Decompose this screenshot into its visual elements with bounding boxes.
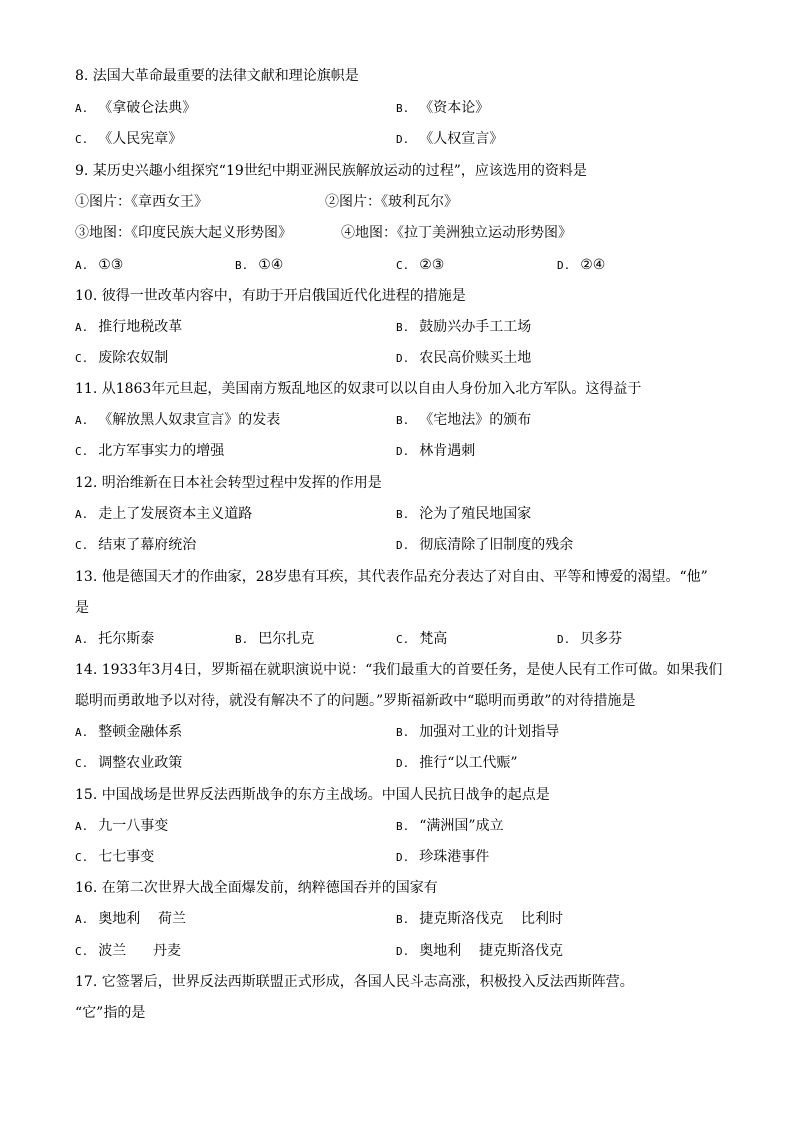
- option-letter: C.: [75, 945, 89, 958]
- option-text: “满洲国”成立: [419, 818, 504, 834]
- question-8-option-d: [396, 129, 503, 149]
- option-text: 奥地利 荷兰: [98, 911, 187, 927]
- option-letter: D.: [396, 445, 410, 458]
- question-9-stem: 9. 某历史兴趣小组探究“19世纪中期亚洲民族解放运动的过程”，应该选用的资料是: [75, 163, 587, 179]
- question-9-option-d: [557, 255, 605, 275]
- option-letter: C.: [75, 133, 89, 146]
- option-letter: C.: [75, 851, 89, 864]
- option-letter: C.: [75, 445, 89, 458]
- option-text: 九一八事变: [98, 818, 169, 834]
- question-14-stem: 14. 1933年3月4日，罗斯福在就职演说中说：“我们最重大的首要任务，是使人民有工作可做。如果我们: [75, 662, 723, 678]
- option-letter: B.: [235, 259, 249, 272]
- option-letter: B.: [396, 726, 410, 739]
- option-text: 结束了幕府统治: [98, 537, 197, 553]
- question-8-option-a: [75, 98, 196, 118]
- question-14-option-b: [396, 722, 559, 742]
- question-9-material-2: ②图片：《玻利瓦尔》: [325, 194, 458, 210]
- option-text: 巴尔扎克: [258, 631, 315, 647]
- question-8-option-b: [396, 98, 489, 118]
- question-16-option-a: [75, 909, 186, 929]
- option-letter: A.: [75, 102, 89, 115]
- question-12-stem: 12. 明治维新在日本社会转型过程中发挥的作用是: [75, 475, 382, 491]
- question-9-option-c: [396, 255, 444, 275]
- question-17-stem-continued: “它”指的是: [75, 1005, 146, 1021]
- option-text: 林肯遇刺: [419, 443, 476, 459]
- option-letter: D.: [557, 259, 571, 272]
- option-letter: A.: [75, 259, 89, 272]
- option-text: 推行“以工代赈”: [419, 755, 518, 771]
- question-12-option-a: [75, 504, 252, 524]
- option-text: 废除农奴制: [98, 350, 169, 366]
- option-text: 北方军事实力的增强: [98, 443, 225, 459]
- question-15-option-d: [396, 847, 489, 867]
- option-letter: B.: [396, 508, 410, 521]
- option-letter: C.: [75, 352, 89, 365]
- question-9-material-3: ③地图：《印度民族大起义形势图》: [75, 225, 292, 241]
- option-letter: A.: [75, 820, 89, 833]
- question-17-stem: 17. 它签署后，世界反法西斯联盟正式形成，各国人民斗志高涨，积极投入反法西斯阵营。: [75, 974, 634, 990]
- option-letter: A.: [75, 633, 89, 646]
- question-13-option-c: [396, 629, 447, 649]
- option-text: 走上了发展资本主义道路: [98, 506, 253, 522]
- option-text: 沦为了殖民地国家: [419, 506, 532, 522]
- question-10-option-d: [396, 348, 531, 368]
- question-9-material-4: ④地图：《拉丁美洲独立运动形势图》: [341, 225, 572, 241]
- option-text: 珍珠港事件: [419, 849, 490, 865]
- question-10-stem: 10. 彼得一世改革内容中，有助于开启俄国近代化进程的措施是: [75, 288, 466, 304]
- option-text: 捷克斯洛伐克 比利时: [419, 911, 564, 927]
- question-9-option-b: [235, 255, 283, 275]
- question-12-option-c: [75, 535, 196, 555]
- question-12-option-b: [396, 504, 531, 524]
- option-text: 调整农业政策: [98, 755, 183, 771]
- option-text: 托尔斯泰: [98, 631, 155, 647]
- option-letter: B.: [235, 633, 249, 646]
- option-letter: A.: [75, 913, 89, 926]
- option-letter: B.: [396, 102, 410, 115]
- option-letter: B.: [396, 820, 410, 833]
- option-text: 鼓励兴办手工工场: [419, 319, 532, 335]
- question-11-stem: 11. 从1863年元旦起，美国南方叛乱地区的奴隶可以以自由人身份加入北方军队。这得益于: [75, 381, 642, 397]
- option-letter: D.: [396, 945, 410, 958]
- option-letter: A.: [75, 321, 89, 334]
- option-text: 《资本论》: [419, 100, 490, 116]
- question-11-option-b: [396, 410, 531, 430]
- question-9-material-1: ①图片：《章西女王》: [75, 194, 208, 210]
- question-10-option-b: [396, 317, 531, 337]
- option-text: 奥地利 捷克斯洛伐克: [419, 943, 564, 959]
- option-text: 加强对工业的计划指导: [419, 724, 560, 740]
- question-10-option-c: [75, 348, 168, 368]
- option-letter: A.: [75, 508, 89, 521]
- option-text: 彻底清除了旧制度的残余: [419, 537, 574, 553]
- question-13-option-a: [75, 629, 154, 649]
- option-text: 《人民宪章》: [98, 131, 183, 147]
- option-letter: C.: [396, 259, 410, 272]
- option-letter: A.: [75, 414, 89, 427]
- question-15-option-c: [75, 847, 154, 867]
- question-13-option-d: [557, 629, 622, 649]
- option-letter: D.: [396, 133, 410, 146]
- option-text: 《拿破仑法典》: [98, 100, 197, 116]
- question-13-option-b: [235, 629, 314, 649]
- question-15-stem: 15. 中国战场是世界反法西斯战争的东方主战场。中国人民抗日战争的起点是: [75, 787, 550, 803]
- option-letter: D.: [396, 757, 410, 770]
- question-8-option-c: [75, 129, 182, 149]
- option-letter: D.: [396, 851, 410, 864]
- option-text: 七七事变: [98, 849, 155, 865]
- question-16-option-b: [396, 909, 563, 929]
- option-text: 贝多芬: [580, 631, 623, 647]
- option-letter: C.: [396, 633, 410, 646]
- option-text: ①③: [98, 257, 124, 273]
- option-text: 农民高价赎买土地: [419, 350, 532, 366]
- option-text: 《宅地法》的颁布: [419, 412, 532, 428]
- question-9-option-a: [75, 255, 123, 275]
- option-letter: A.: [75, 726, 89, 739]
- option-text: 梵高: [419, 631, 448, 647]
- question-10-option-a: [75, 317, 182, 337]
- question-14-option-a: [75, 722, 182, 742]
- option-letter: D.: [557, 633, 571, 646]
- option-letter: B.: [396, 321, 410, 334]
- question-16-option-d: [396, 941, 563, 961]
- question-16-option-c: [75, 941, 181, 961]
- question-11-option-a: [75, 410, 280, 430]
- option-letter: C.: [75, 757, 89, 770]
- question-15-option-b: [396, 816, 504, 836]
- option-text: 整顿金融体系: [98, 724, 183, 740]
- question-13-stem-continued: 是: [75, 600, 89, 616]
- question-11-option-d: [396, 441, 475, 461]
- question-8-stem: 8. 法国大革命最重要的法律文献和理论旗帜是: [75, 68, 359, 84]
- question-13-stem: 13. 他是德国天才的作曲家，28岁患有耳疾，其代表作品充分表达了对自由、平等和博爱的渴望。“他”: [75, 569, 708, 585]
- option-letter: B.: [396, 414, 410, 427]
- question-14-option-c: [75, 753, 182, 773]
- question-11-option-c: [75, 441, 224, 461]
- option-text: ①④: [258, 257, 284, 273]
- question-15-option-a: [75, 816, 168, 836]
- option-letter: D.: [396, 539, 410, 552]
- option-letter: B.: [396, 913, 410, 926]
- option-text: 波兰 丹麦: [98, 943, 181, 959]
- question-12-option-d: [396, 535, 573, 555]
- option-letter: D.: [396, 352, 410, 365]
- option-letter: C.: [75, 539, 89, 552]
- option-text: ②④: [580, 257, 606, 273]
- option-text: ②③: [419, 257, 445, 273]
- option-text: 《人权宣言》: [419, 131, 504, 147]
- question-16-stem: 16. 在第二次世界大战全面爆发前，纳粹德国吞并的国家有: [75, 880, 438, 896]
- option-text: 《解放黑人奴隶宣言》的发表: [98, 412, 281, 428]
- option-text: 推行地税改革: [98, 319, 183, 335]
- question-14-stem-continued: 聪明而勇敢地予以对待，就没有解决不了的问题。”罗斯福新政中“聪明而勇敢”的对待措施是: [75, 693, 636, 709]
- question-14-option-d: [396, 753, 518, 773]
